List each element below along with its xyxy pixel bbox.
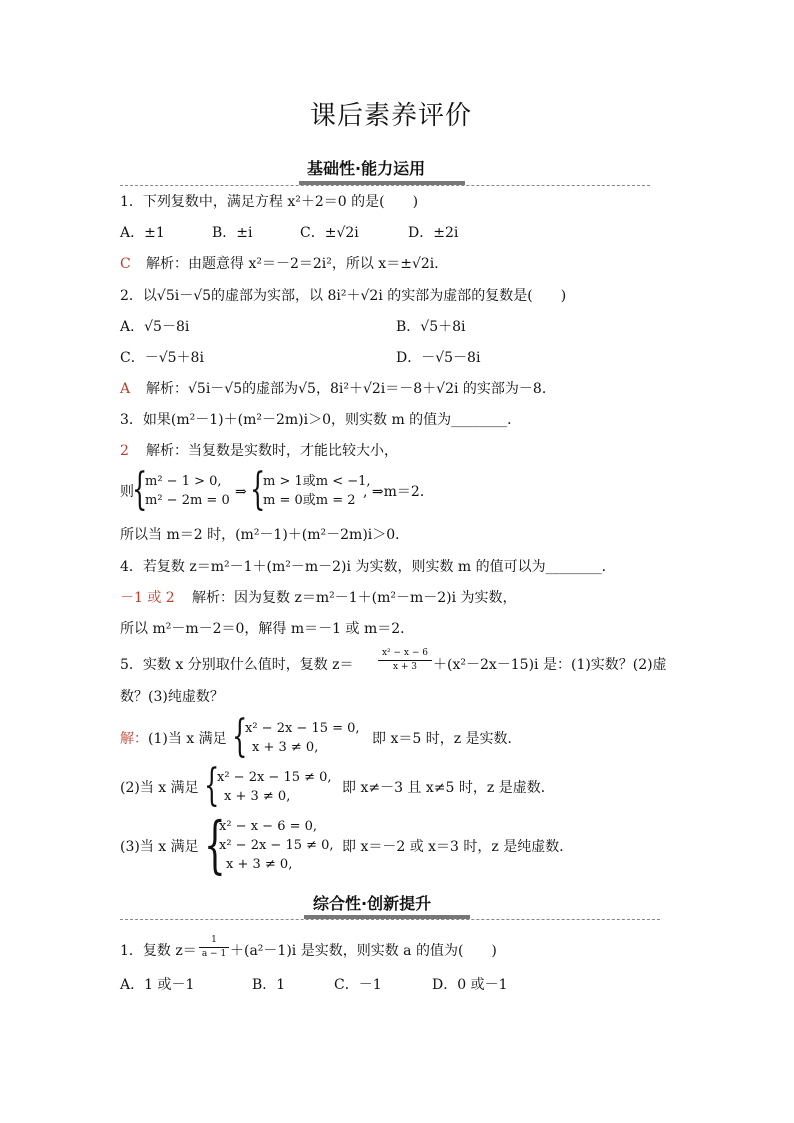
s2q1-stem-b: ＋(a²－1)i 是实数，则实数 a 的值为( ) [230,943,497,959]
q5-part2-prefix: (2)当 x 满足 [120,780,199,796]
q5-part3-line3: x + 3 ≠ 0, [226,857,293,872]
q1-option-c: C．±√2i [300,225,359,241]
q2-answer: A [120,381,131,397]
q1-option-a: A．±1 [120,225,165,241]
s2q1-option-b: B．1 [252,977,286,993]
s2q1-option-c: C．－1 [334,977,382,993]
brace-icon: { [250,464,266,515]
q5-part3-prefix: (3)当 x 满足 [120,839,199,855]
q3-system1-line2: m² − 2m = 0 [145,493,230,508]
brace-icon: { [204,808,226,881]
q2-option-b: B．√5＋8i [396,319,466,335]
q4-solution: 解析：因为复数 z＝m²－1＋(m²－m－2)i 为实数， [192,590,517,606]
fraction-numerator: x² − x − 6 [378,649,432,661]
q3-implies: ⇒ [235,484,247,500]
brace-icon: { [204,760,220,811]
s2q1-fraction [199,936,229,959]
q5-part3-line1: x² − x − 6 = 0, [219,819,318,834]
q4-solution-2: 所以 m²－m－2＝0，解得 m＝－1 或 m＝2． [120,621,415,637]
q3-system-prefix: 则 [120,484,134,500]
q5-stem-a: 5．实数 x 分别取什么值时，复数 z＝ [120,657,354,673]
q1-stem: 1．下列复数中，满足方程 x²＋2＝0 的是( ) [120,194,419,210]
q5-part1-line1: x² − 2x − 15 = 0, [245,721,360,736]
q2-solution: 解析：√5i－√5的虚部为√5，8i²＋√2i＝－8＋√2i 的实部为－8． [146,381,556,397]
q3-solution: 解析：当复数是实数时，才能比较大小， [146,443,398,459]
section-heading-comprehensive: 综合性·创新提升 [313,894,432,913]
q3-system2-line1: m > 1或m < −1, [263,474,371,489]
q1-option-b: B．±i [212,225,253,241]
q3-result: , ⇒m＝2． [363,484,434,500]
q5-part1-line2: x + 3 ≠ 0, [252,740,319,755]
q1-solution: 解析：由题意得 x²＝－2＝2i²，所以 x＝±√2i． [146,256,449,272]
brace-icon: { [232,711,248,762]
q5-fraction [378,649,432,672]
fraction-denominator: a − 1 [201,949,227,959]
q4-stem: 4．若复数 z＝m²－1＋(m²－m－2)i 为实数，则实数 m 的值可以为________． [120,559,616,575]
q5-part2-line2: x + 3 ≠ 0, [224,789,291,804]
q4-answer: －1 或 2 [120,590,175,606]
q1-answer: C [120,256,131,272]
section-divider [120,185,650,186]
q3-stem: 3．如果(m²－1)＋(m²－2m)i＞0，则实数 m 的值为________． [120,412,522,428]
q5-stem-2: 数？(3)纯虚数？ [120,689,224,705]
q1-option-d: D．±2i [408,225,459,241]
q5-part3-line2: x² − 2x − 15 ≠ 0, [219,838,334,853]
fraction-numerator: 1 [199,936,229,948]
q3-system2-line2: m = 0或m = 2 [263,493,356,508]
q2-stem: 2．以√5i－√5的虚部为实部，以 8i²＋√2i 的实部为虚部的复数是( ) [120,288,567,304]
s2q1-option-a: A．1 或－1 [120,977,195,993]
section-heading-basic: 基础性·能力运用 [307,159,426,178]
q2-option-c: C．－√5＋8i [120,350,204,366]
q5-stem-b: ＋(x²－2x－15)i 是：(1)实数？(2)虚 [433,657,667,673]
q5-part2-line1: x² − 2x − 15 ≠ 0, [217,770,332,785]
q2-option-a: A．√5－8i [120,319,190,335]
q3-answer: 2 [120,443,129,459]
q5-part3-result: 即 x＝－2 或 x＝3 时，z 是纯虚数． [342,839,574,855]
brace-icon: { [132,464,148,515]
q5-answer-label: 解： [120,731,148,747]
s2q1-option-d: D．0 或－1 [432,977,508,993]
q5-part1-prefix: (1)当 x 满足 [148,731,227,747]
q5-part1-result: 即 x＝5 时，z 是实数． [372,731,522,747]
fraction-denominator: x + 3 [392,662,418,672]
q2-option-d: D．－√5－8i [396,350,481,366]
q3-conclusion: 所以当 m＝2 时，(m²－1)＋(m²－2m)i＞0． [120,527,410,543]
s2q1-stem-a: 1．复数 z＝ [120,943,197,959]
section-divider [120,919,660,920]
q5-part2-result: 即 x≠－3 且 x≠5 时，z 是虚数． [342,780,555,796]
page-title: 课后素养评价 [310,101,473,131]
q3-system1-line1: m² − 1 > 0, [145,474,222,489]
